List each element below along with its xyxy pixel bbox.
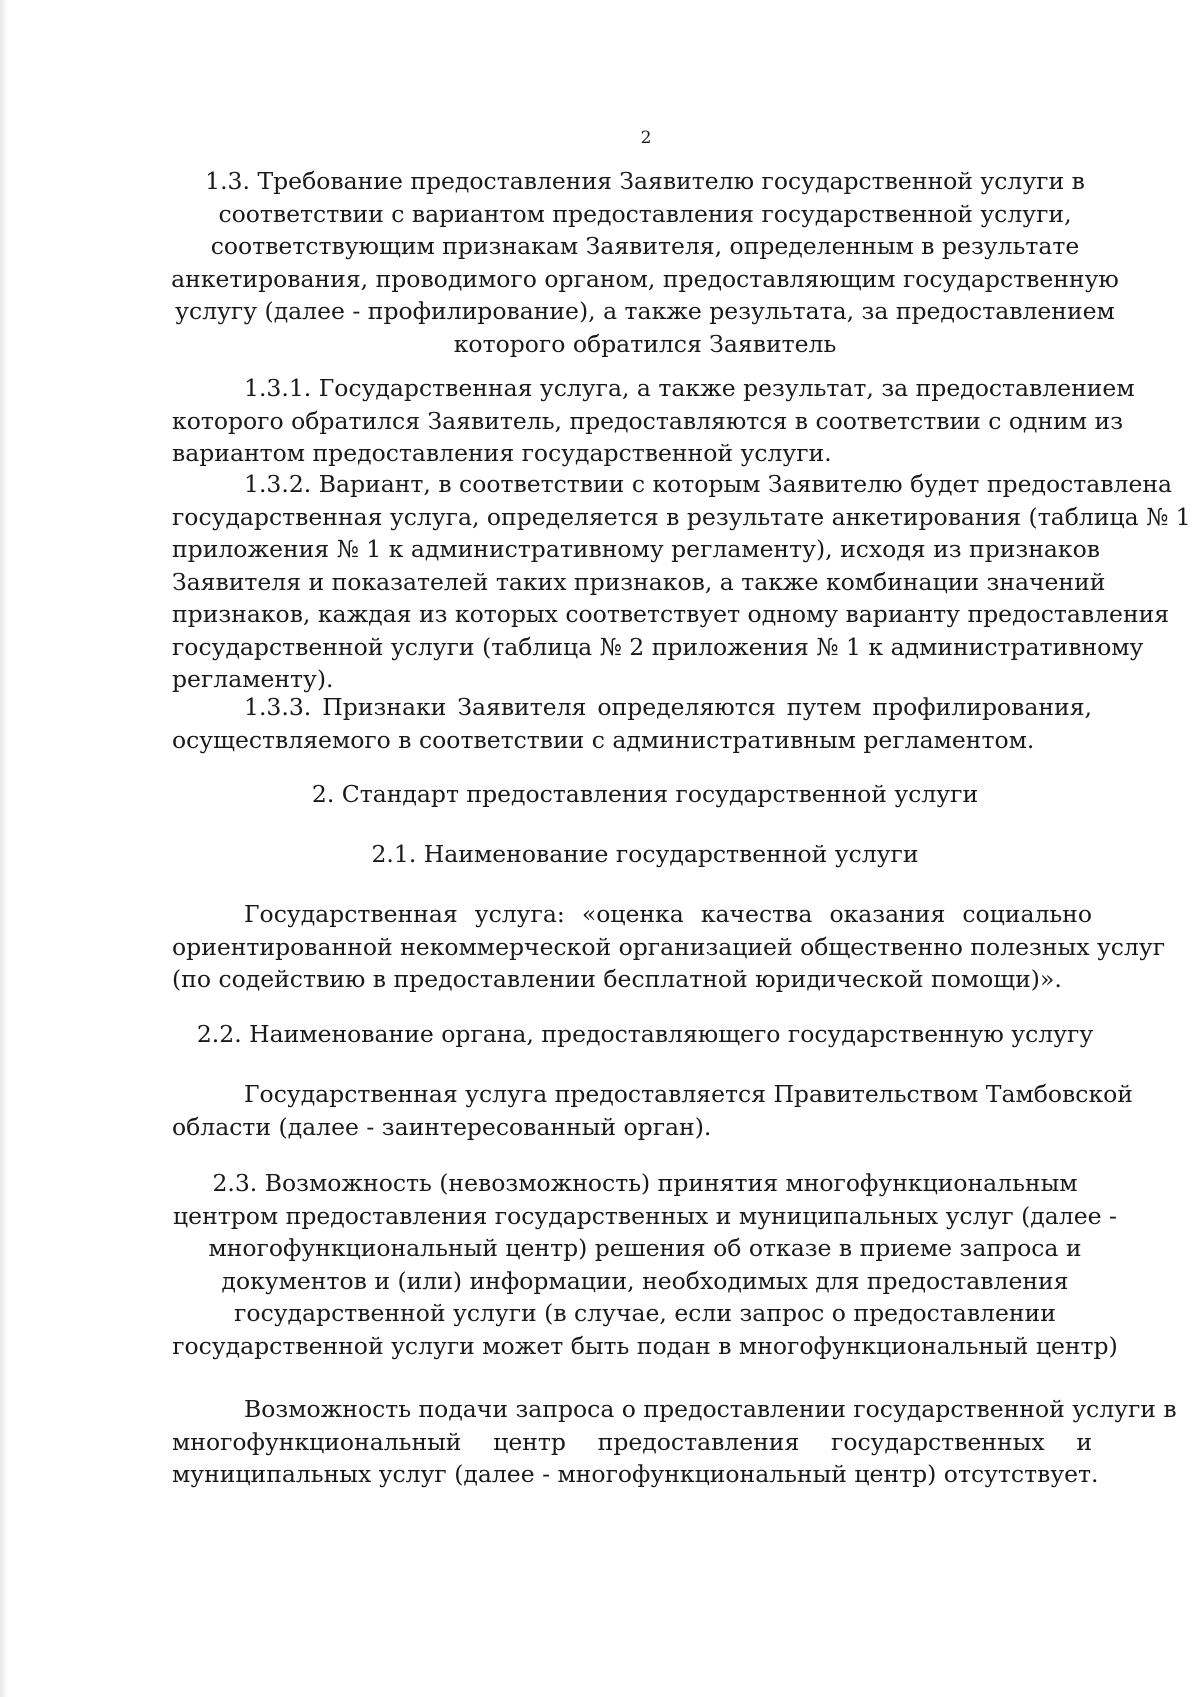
page-number: 2	[640, 128, 652, 148]
heading-line: 2.2. Наименование органа, предоставляющего государственную услугу	[196, 1020, 1094, 1048]
heading-line: 2. Стандарт предоставления государственной услуги	[311, 780, 979, 808]
paragraph-line: признаков, каждая из которых соответствует одному варианту предоставления	[172, 600, 1170, 628]
paragraph-line: области (далее - заинтересованный орган).	[172, 1112, 712, 1141]
paragraph-1-3-2	[172, 468, 1191, 696]
section-2-2-heading	[150, 1018, 1140, 1051]
paragraph-line: приложения № 1 к административному регламенту), исходя из признаков	[172, 535, 1100, 563]
section-2-heading	[150, 778, 1140, 811]
heading-line: 2.3. Возможность (невозможность) принятия многофункциональным	[212, 1169, 1078, 1197]
scan-edge-shadow	[0, 0, 8, 1697]
paragraph-line: 1.3.2. Вариант, в соответствии с которым Заявителю будет предоставлена	[244, 470, 1173, 498]
heading-line: центром предоставления государственных и муниципальных услуг (далее -	[173, 1201, 1117, 1230]
section-2-2-body	[172, 1078, 1133, 1143]
paragraph-line: Государственная услуга предоставляется Правительством Тамбовской	[244, 1080, 1133, 1108]
paragraph-line: регламенту).	[172, 665, 334, 693]
paragraph-1-3-1	[172, 372, 1135, 470]
section-2-3-body	[172, 1393, 1177, 1491]
section-1-3-heading	[150, 165, 1140, 360]
paragraph-1-3-3	[172, 691, 1092, 756]
heading-line: многофункциональный центр) решения об отказе в приеме запроса и	[208, 1234, 1082, 1262]
paragraph-line: ориентированной некоммерческой организацией общественно полезных услуг	[172, 932, 1166, 961]
paragraph-line: Заявителя и показателей таких признаков, а также комбинации значений	[172, 567, 1106, 596]
heading-line: услугу (далее - профилирование), а также результата, за предоставлением	[175, 297, 1115, 325]
section-2-3-heading	[150, 1167, 1140, 1362]
paragraph-line: Государственная услуга: «оценка качества оказания социально	[244, 900, 1092, 928]
section-2-1-body	[172, 898, 1166, 996]
paragraph-line: осуществляемого в соответствии с административным регламентом.	[172, 725, 1035, 754]
heading-line: 1.3. Требование предоставления Заявителю государственной услуги в	[205, 167, 1085, 195]
heading-line: 2.1. Наименование государственной услуги	[371, 840, 919, 868]
heading-line: соответствии с вариантом предоставления государственной услуги,	[218, 199, 1072, 228]
heading-line: которого обратился Заявитель	[453, 329, 837, 358]
heading-line: государственной услуги может быть подан в многофункциональный центр)	[172, 1331, 1118, 1360]
paragraph-line: Возможность подачи запроса о предоставлении государственной услуги в	[244, 1395, 1177, 1423]
heading-line: анкетирования, проводимого органом, предоставляющим государственную	[171, 264, 1119, 293]
paragraph-line: муниципальных услуг (далее - многофункциональный центр) отсутствует.	[172, 1460, 1099, 1488]
section-2-1-heading	[150, 838, 1140, 871]
paragraph-line: которого обратился Заявитель, предоставляются в соответствии с одним из	[172, 406, 1124, 435]
heading-line: соответствующим признакам Заявителя, определенным в результате	[210, 232, 1080, 260]
paragraph-line: многофункциональный центр предоставления государственных и	[172, 1427, 1092, 1456]
paragraph-line: 1.3.3. Признаки Заявителя определяются путем профилирования,	[244, 693, 1092, 721]
paragraph-line: государственная услуга, определяется в результате анкетирования (таблица № 1	[172, 502, 1191, 531]
paragraph-line: (по содействию в предоставлении бесплатной юридической помощи)».	[172, 965, 1062, 993]
heading-line: государственной услуги (в случае, если запрос о предоставлении	[234, 1299, 1056, 1327]
paragraph-line: 1.3.1. Государственная услуга, а также результат, за предоставлением	[244, 374, 1135, 402]
heading-line: документов и (или) информации, необходимых для предоставления	[221, 1266, 1069, 1295]
paragraph-line: вариантом предоставления государственной услуги.	[172, 439, 832, 467]
paragraph-line: государственной услуги (таблица № 2 приложения № 1 к административному	[172, 632, 1144, 661]
